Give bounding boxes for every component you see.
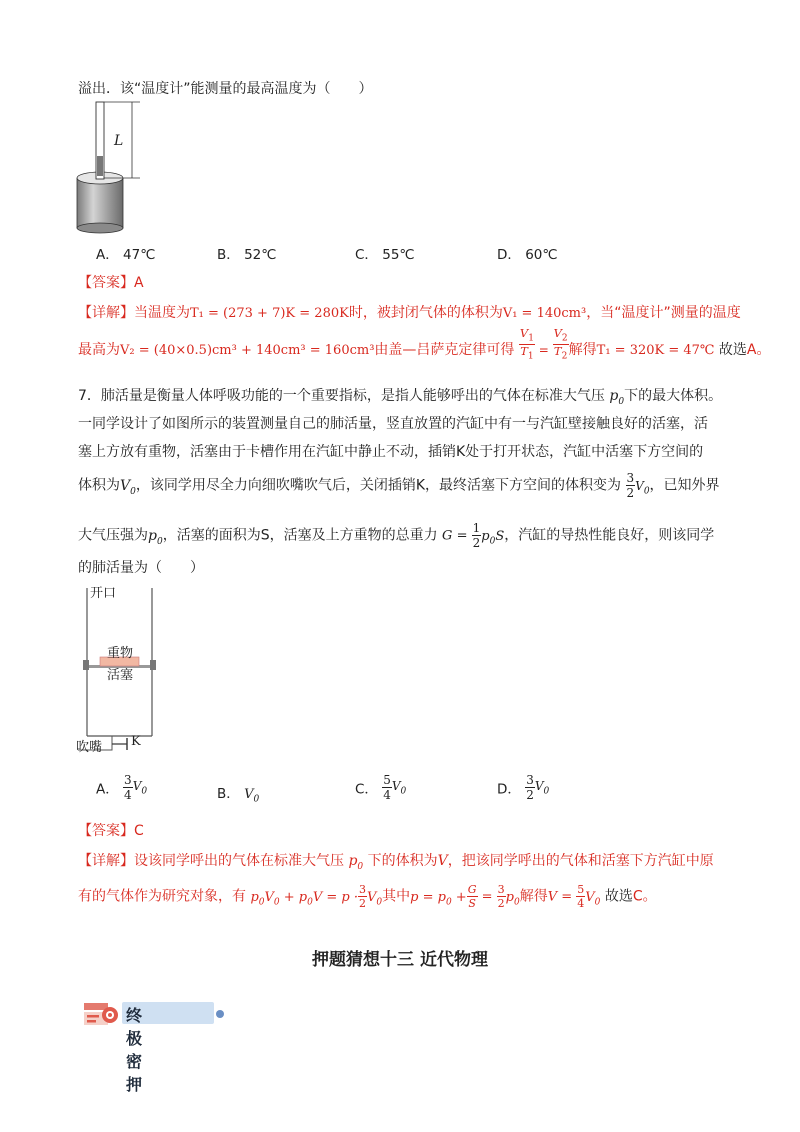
q7-option-a[interactable]: A． $\frac{3}{4}$ $V_0$ xyxy=(96,773,148,802)
q6-option-b[interactable]: B． 52℃ xyxy=(217,247,277,263)
q6-answer: 【答案】A xyxy=(78,275,144,291)
banner-dot-icon xyxy=(216,1010,224,1018)
q6-detail-line2: 最高为V₂ = (40×0.5)cm³ + 140cm³ = 160cm³由盖—吕萨克定律可得 $\frac{V_1}{T_1}$ = $\frac{V_2}{T_2}$ 解得T₁ = 320K = 47℃ 故选A。 xyxy=(78,326,771,362)
banner-text: 终极密押 xyxy=(126,1006,146,1094)
q7-detail-line2: 有的气体作为研究对象，有 $p_0V_0 + p_0V = p$ · $\frac{3}{2}$ $V_0$其中$p = p_0$ + $\frac{G}{S}$ = $\frac{3}{2}$ $p_0$解得V = $\frac{5}{4}$ $V_0$ 故选C。 xyxy=(78,883,657,910)
q6-stem-tail: 溢出．该“温度计”能测量的最高温度为（ ） xyxy=(78,81,373,97)
weight-label: 重物 xyxy=(107,646,134,661)
mouthpiece-label: 吹嘴 xyxy=(76,740,103,755)
pin-k-label: K xyxy=(131,734,141,749)
q7-line2: 一同学设计了如图所示的装置测量自己的肺活量，竖直放置的汽缸中有一与汽缸壁接触良好的活塞，活 xyxy=(78,416,708,432)
thermometer-figure xyxy=(74,98,164,236)
q7-option-c[interactable]: C． $\frac{5}{4}$ $V_0$ xyxy=(355,773,407,802)
section-title: 押题猜想十三 近代物理 xyxy=(312,950,488,970)
q6-option-d[interactable]: D． 60℃ xyxy=(497,247,558,263)
banner-badge-icon xyxy=(82,1001,122,1027)
opening-label: 开口 xyxy=(90,586,117,601)
q7-line1: 7．肺活量是衡量人体呼吸功能的一个重要指标，是指人能够呼出的气体在标准大气压 $p_0$下的最大体积。 xyxy=(78,388,723,407)
q7-line5: 大气压强为$p_0$，活塞的面积为S，活塞及上方重物的总重力 G = $\frac{1}{2}$ $p_0S$，汽缸的导热性能良好，则该同学 xyxy=(78,521,715,550)
piston-label: 活塞 xyxy=(107,668,134,683)
q7-line6: 的肺活量为（ ） xyxy=(78,560,204,576)
q7-detail-line1: 【详解】设该同学呼出的气体在标准大气压 $p_0$ 下的体积为V，把该同学呼出的气体和活塞下方汽缸中原 xyxy=(78,853,714,872)
q7-line4: 体积为$V_0$，该同学用尽全力向细吹嘴吹气后，关闭插销K，最终活塞下方空间的体积变为 $\frac{3}{2}$ $V_0$，已知外界 xyxy=(78,471,720,500)
q6-option-a[interactable]: A． 47℃ xyxy=(96,247,156,263)
q7-line3: 塞上方放有重物，活塞由于卡槽作用在汽缸中静止不动，插销K处于打开状态，汽缸中活塞下方空间的 xyxy=(78,444,704,460)
length-label: L xyxy=(114,133,124,149)
q7-option-b[interactable]: B． $V_0$ xyxy=(217,786,260,805)
q6-detail-line1: 【详解】当温度为T₁ = (273 + 7)K = 280K时，被封闭气体的体积为V₁ = 140cm³，当“温度计”测量的温度 xyxy=(78,305,741,321)
q7-option-d[interactable]: D． $\frac{3}{2}$ $V_0$ xyxy=(497,773,550,802)
q6-option-c[interactable]: C． 55℃ xyxy=(355,247,415,263)
q7-answer: 【答案】C xyxy=(78,823,144,839)
